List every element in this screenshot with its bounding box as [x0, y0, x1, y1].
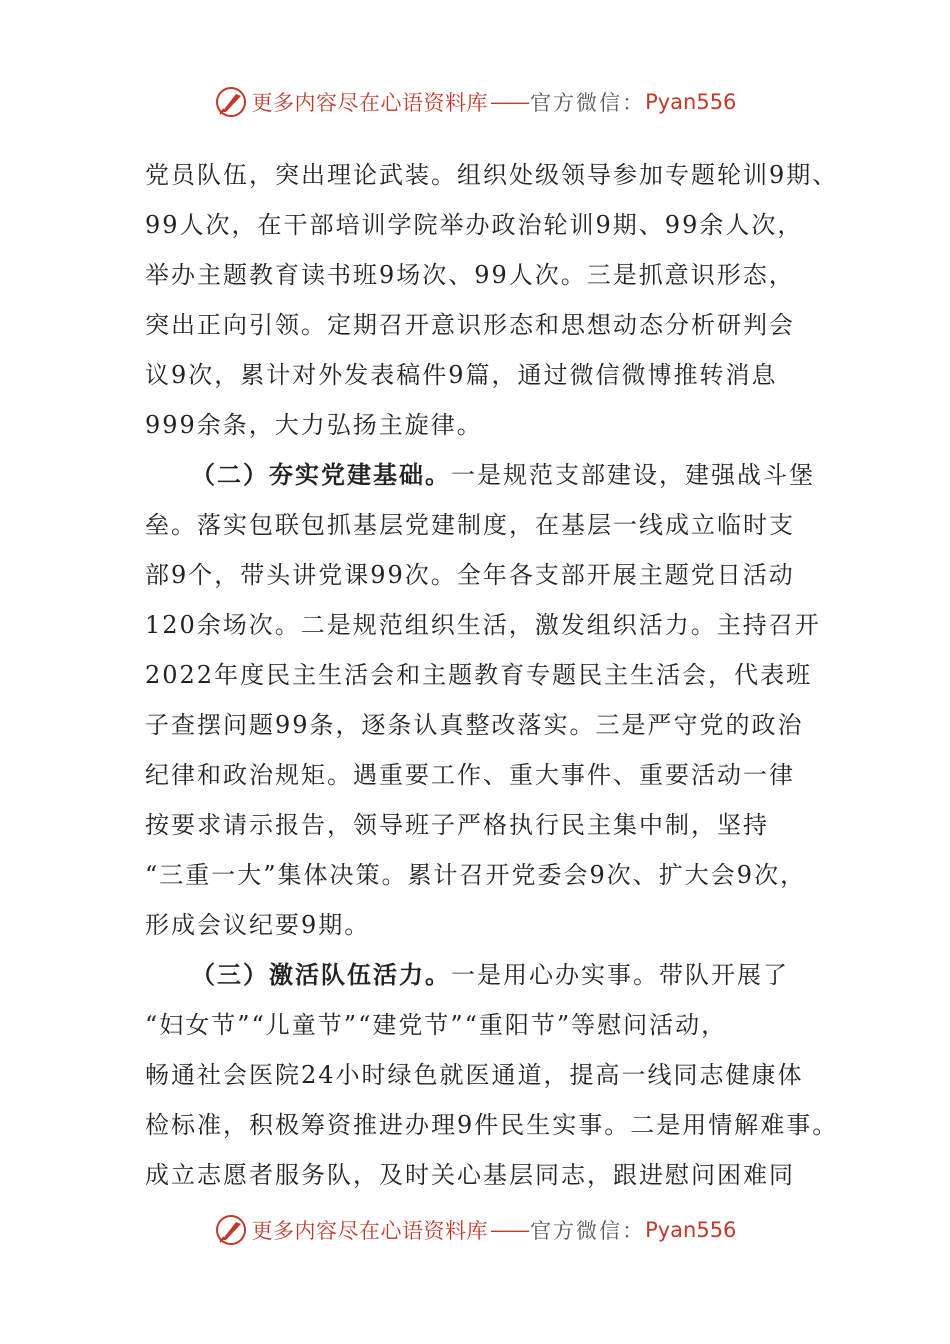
- body-line: [145, 600, 835, 650]
- section-heading-line: [145, 450, 835, 500]
- section-heading-line: [145, 950, 835, 1000]
- body-line: [145, 800, 835, 850]
- line-text: 突出正向引领。定期召开意识形态和思想动态分析研判会: [145, 311, 795, 339]
- body-line: [145, 1050, 835, 1100]
- wechat-label: 官方微信: [530, 1219, 623, 1243]
- body-line: [145, 1150, 835, 1200]
- body-line: [145, 750, 835, 800]
- line-text: 一是用心办实事。带队开展了: [451, 961, 789, 989]
- body-line: [145, 400, 835, 450]
- banner-colon: ：: [622, 91, 644, 115]
- line-text: 党员队伍，突出理论武装。组织处级领导参加专题轮训9期、: [145, 161, 839, 189]
- body-line: [145, 150, 839, 200]
- body-line: [145, 350, 835, 400]
- body-line: [145, 300, 835, 350]
- quill-pen-logo-icon: [214, 1213, 248, 1247]
- section-heading: （二）夯实党建基础。: [191, 460, 451, 489]
- body-line: [145, 850, 835, 900]
- banner-colon: ：: [622, 1219, 644, 1243]
- document-body: [145, 150, 839, 1200]
- line-text: 垒。落实包联包抓基层党建制度，在基层一线成立临时支: [145, 511, 795, 539]
- line-text: 一是规范支部建设，建强战斗堡: [451, 461, 815, 489]
- body-line: [145, 250, 835, 300]
- line-text: “妇女节”“儿童节”“建党节”“重阳节”等慰问活动，: [145, 1011, 728, 1039]
- section-heading: （三）激活队伍活力。: [191, 960, 451, 989]
- line-text: 120余场次。二是规范组织生活，激发组织活力。主持召开: [145, 611, 821, 639]
- line-text: “三重一大”集体决策。累计召开党委会9次、扩大会9次，: [145, 861, 807, 889]
- line-text: 纪律和政治规矩。遇重要工作、重大事件、重要活动一律: [145, 761, 795, 789]
- body-line: [145, 500, 835, 550]
- site-name: 更多内容尽在心语资料库: [251, 91, 489, 115]
- body-line: [145, 900, 835, 950]
- body-line: [145, 550, 835, 600]
- site-name: 更多内容尽在心语资料库: [251, 1219, 489, 1243]
- body-line: [145, 700, 835, 750]
- body-line: [145, 650, 835, 700]
- body-line: [145, 200, 835, 250]
- line-text: 按要求请示报告，领导班子严格执行民主集中制，坚持: [145, 811, 769, 839]
- line-text: 形成会议纪要9期。: [145, 911, 371, 939]
- line-text: 2022年度民主生活会和主题教育专题民主生活会，代表班: [145, 661, 813, 689]
- wechat-label: 官方微信: [530, 91, 623, 115]
- line-text: 成立志愿者服务队，及时关心基层同志，跟进慰问困难同: [145, 1161, 795, 1189]
- body-line: [145, 1100, 839, 1150]
- wechat-id: Pyan556: [645, 90, 737, 114]
- line-text: 部9个，带头讲党课99次。全年各支部开展主题党日活动: [145, 561, 795, 589]
- quill-pen-logo-icon: [214, 85, 248, 119]
- line-text: 999余条，大力弘扬主旋律。: [145, 411, 483, 439]
- banner-dash: ——: [490, 1218, 529, 1242]
- footer-banner: [0, 1210, 950, 1250]
- wechat-id: Pyan556: [645, 1218, 737, 1242]
- line-text: 子查摆问题99条，逐条认真整改落实。三是严守党的政治: [145, 711, 804, 739]
- line-text: 检标准，积极筹资推进办理9件民生实事。二是用情解难事。: [145, 1111, 839, 1139]
- line-text: 议9次，累计对外发表稿件9篇，通过微信微博推转消息: [145, 361, 778, 389]
- banner-dash: ——: [490, 90, 529, 114]
- line-text: 99人次，在干部培训学院举办政治轮训9期、99余人次，: [145, 211, 804, 239]
- header-banner: [0, 82, 950, 122]
- line-text: 畅通社会医院24小时绿色就医通道，提高一线同志健康体: [145, 1061, 804, 1089]
- line-text: 举办主题教育读书班9场次、99人次。三是抓意识形态，: [145, 261, 795, 289]
- body-line: [145, 1000, 835, 1050]
